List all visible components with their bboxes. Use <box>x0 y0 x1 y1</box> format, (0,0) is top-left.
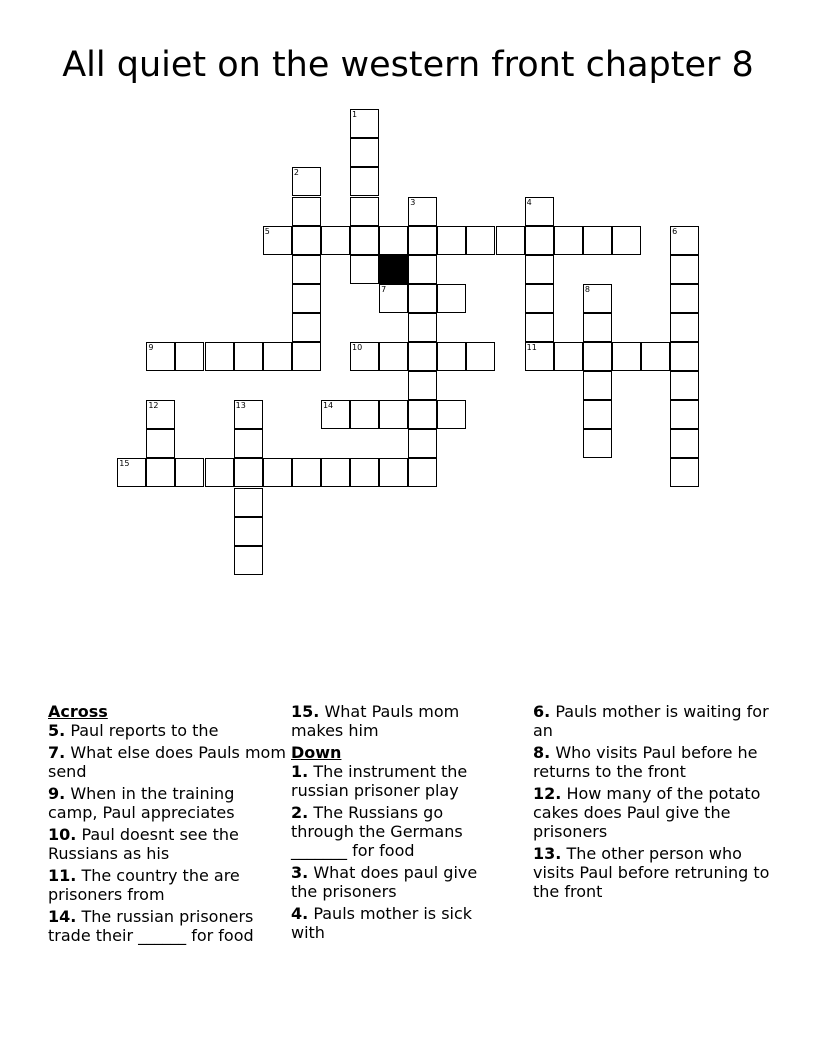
grid-cell[interactable] <box>263 458 292 487</box>
clue-number: 12 <box>148 401 159 411</box>
grid-cell[interactable] <box>321 400 350 429</box>
grid-cell[interactable] <box>670 458 699 487</box>
clue-across-9: 9. When in the training camp, Paul appreciates <box>48 784 235 822</box>
grid-cell[interactable] <box>408 429 437 458</box>
grid-cell[interactable] <box>437 226 466 255</box>
grid-cell[interactable] <box>379 342 408 371</box>
grid-cell[interactable] <box>234 546 263 575</box>
grid-cell[interactable] <box>350 400 379 429</box>
grid-cell[interactable] <box>321 226 350 255</box>
grid-cell[interactable] <box>670 429 699 458</box>
grid-cell[interactable] <box>525 313 554 342</box>
clue-number: 15 <box>119 459 130 469</box>
grid-cell[interactable] <box>379 400 408 429</box>
page-title: All quiet on the western front chapter 8 <box>62 45 754 85</box>
grid-cell[interactable] <box>496 226 525 255</box>
grid-cell[interactable] <box>350 109 379 138</box>
grid-cell[interactable] <box>554 342 583 371</box>
clue-down-8: 8. Who visits Paul before he returns to the front <box>533 743 758 781</box>
clue-number: 13 <box>235 401 246 411</box>
grid-cell[interactable] <box>525 226 554 255</box>
clue-down-4: 4. Pauls mother is sick with <box>291 904 473 942</box>
clues-column-1 <box>48 702 288 948</box>
grid-cell[interactable] <box>234 517 263 546</box>
grid-cell[interactable] <box>292 342 321 371</box>
clue-down-12: 12. How many of the potato cakes does Paul give the prisoners <box>533 784 761 841</box>
grid-cell[interactable] <box>408 226 437 255</box>
grid-cell[interactable] <box>583 313 612 342</box>
clue-across-5: 5. Paul reports to the <box>48 721 219 740</box>
grid-cell[interactable] <box>292 284 321 313</box>
clue-across-10: 10. Paul doesnt see the Russians as his <box>48 825 239 863</box>
grid-cell[interactable] <box>350 458 379 487</box>
clues-column-3 <box>533 702 773 904</box>
grid-cell[interactable] <box>466 226 495 255</box>
clue-number: 9 <box>148 343 154 353</box>
clue-across-7: 7. What else does Pauls mom send <box>48 743 286 781</box>
grid-cell[interactable] <box>437 400 466 429</box>
grid-cell[interactable] <box>670 371 699 400</box>
grid-cell[interactable] <box>234 429 263 458</box>
clue-across-14: 14. The russian prisoners trade their ______ for food <box>48 907 254 945</box>
clue-number: 5 <box>264 226 270 236</box>
grid-cell[interactable] <box>670 226 699 255</box>
grid-cell[interactable] <box>175 342 204 371</box>
grid-cell[interactable] <box>408 284 437 313</box>
grid-cell[interactable] <box>583 400 612 429</box>
grid-cell[interactable] <box>408 400 437 429</box>
grid-cell[interactable] <box>525 197 554 226</box>
grid-cell[interactable] <box>379 284 408 313</box>
clue-down-1: 1. The instrument the russian prisoner play <box>291 762 468 800</box>
clues-column-2 <box>291 702 496 945</box>
grid-cell[interactable] <box>146 342 175 371</box>
grid-cell[interactable] <box>146 429 175 458</box>
grid-cell[interactable] <box>321 458 350 487</box>
grid-cell[interactable] <box>525 342 554 371</box>
grid-cell[interactable] <box>117 458 146 487</box>
grid-cell[interactable] <box>205 458 234 487</box>
grid-cell[interactable] <box>641 342 670 371</box>
grid-cell[interactable] <box>437 284 466 313</box>
clue-number: 7 <box>381 284 387 294</box>
grid-cell[interactable] <box>292 313 321 342</box>
blocked-cell <box>379 255 408 284</box>
grid-cell[interactable] <box>612 226 641 255</box>
grid-cell[interactable] <box>525 255 554 284</box>
clue-down-13: 13. The other person who visits Paul before retruning to the front <box>533 844 770 901</box>
grid-cell[interactable] <box>146 400 175 429</box>
grid-cell[interactable] <box>583 226 612 255</box>
grid-cell[interactable] <box>292 226 321 255</box>
clue-down-2: 2. The Russians go through the Germans _______ for food <box>291 803 463 860</box>
grid-cell[interactable] <box>583 429 612 458</box>
grid-cell[interactable] <box>670 400 699 429</box>
grid-cell[interactable] <box>379 458 408 487</box>
grid-cell[interactable] <box>350 197 379 226</box>
grid-cell[interactable] <box>350 167 379 196</box>
grid-cell[interactable] <box>292 197 321 226</box>
grid-cell[interactable] <box>670 313 699 342</box>
grid-cell[interactable] <box>670 342 699 371</box>
grid-cell[interactable] <box>350 255 379 284</box>
grid-cell[interactable] <box>466 342 495 371</box>
grid-cell[interactable] <box>525 284 554 313</box>
grid-cell[interactable] <box>554 226 583 255</box>
clue-across-15: 15. What Pauls mom makes him <box>291 702 460 740</box>
clue-number: 14 <box>322 401 334 411</box>
grid-cell[interactable] <box>350 138 379 167</box>
grid-cell[interactable] <box>408 371 437 400</box>
clue-number: 10 <box>352 343 363 353</box>
grid-cell[interactable] <box>408 458 437 487</box>
grid-cell[interactable] <box>583 284 612 313</box>
grid-cell[interactable] <box>670 284 699 313</box>
grid-cell[interactable] <box>292 458 321 487</box>
grid-cell[interactable] <box>292 167 321 196</box>
grid-cell[interactable] <box>612 342 641 371</box>
grid-cell[interactable] <box>408 313 437 342</box>
grid-cell[interactable] <box>408 255 437 284</box>
clue-down-3: 3. What does paul give the prisoners <box>291 863 478 901</box>
grid-cell[interactable] <box>234 488 263 517</box>
clue-number: 4 <box>526 197 532 207</box>
grid-cell[interactable] <box>583 342 612 371</box>
across-heading: Across <box>48 702 108 721</box>
grid-cell[interactable] <box>263 226 292 255</box>
grid-cell[interactable] <box>234 458 263 487</box>
grid-cell[interactable] <box>437 342 466 371</box>
grid-cell[interactable] <box>292 255 321 284</box>
grid-cell[interactable] <box>350 226 379 255</box>
grid-cell[interactable] <box>175 458 204 487</box>
grid-cell[interactable] <box>234 400 263 429</box>
grid-cell[interactable] <box>379 226 408 255</box>
down-heading: Down <box>291 743 342 762</box>
grid-cell[interactable] <box>583 371 612 400</box>
grid-cell[interactable] <box>263 342 292 371</box>
clue-number: 3 <box>410 197 416 207</box>
grid-cell[interactable] <box>146 458 175 487</box>
grid-cell[interactable] <box>205 342 234 371</box>
clue-number: 8 <box>584 284 590 294</box>
grid-cell[interactable] <box>670 255 699 284</box>
grid-cell[interactable] <box>408 342 437 371</box>
grid-cell[interactable] <box>350 342 379 371</box>
clue-number: 6 <box>672 226 678 236</box>
grid-cell[interactable] <box>234 342 263 371</box>
clue-across-11: 11. The country the are prisoners from <box>48 866 240 904</box>
clue-number: 2 <box>293 168 299 178</box>
grid-cell[interactable] <box>408 197 437 226</box>
clue-down-6: 6. Pauls mother is waiting for an <box>533 702 769 740</box>
clue-number: 1 <box>352 110 358 120</box>
clue-number: 11 <box>526 343 537 353</box>
